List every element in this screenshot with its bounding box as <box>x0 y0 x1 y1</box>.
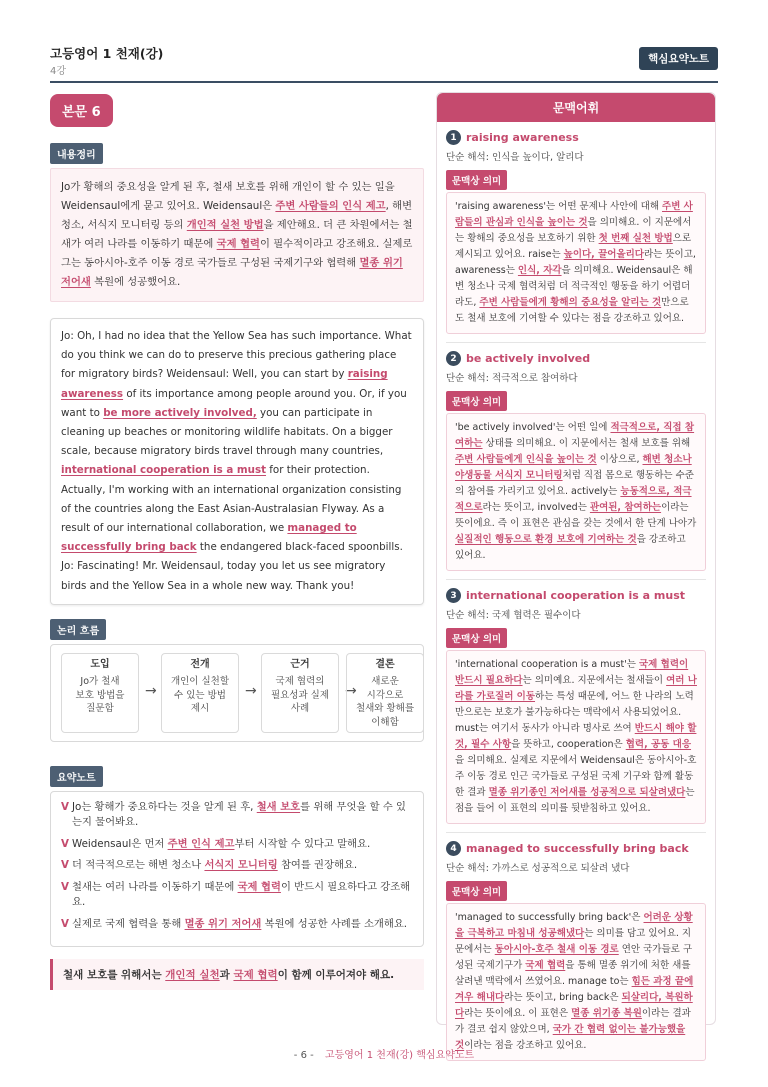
flow-step-title: 전개 <box>190 658 210 670</box>
highlighted-term: be more actively involved, <box>103 406 257 419</box>
conclusion-box: 철새 보호를 위해서는 개인적 실천과 국제 협력이 함께 이루어져야 해요. <box>50 959 424 990</box>
meaning-box: 'raising awareness'는 어떤 문제나 사안에 대해 주변 사람들의 관심과 인식을 높이는 것을 의미해요. 이 지문에서는 황해의 중요성을 보호하기 위한 첫 번째 실천 방법으로 제시되고 있어요. raise는 높이다, 끌어올리다라는 뜻이고, awareness는 인식, 자각을 의미해요. Weidensaul은 해변 청소나 국제 협력처럼 더 적극적인 행동을 하기 어렵더라도, 주변 사람들에게 황해의 중요성을 알리는 것만으로도 철새 보호에 기여할 수 있다는 점을 강조하고 있어요. <box>446 192 706 334</box>
footer-title: 고등영어 1 천재(강) 핵심요약노트 <box>324 1050 475 1061</box>
highlighted-term: 주변 사람들에게 황해의 중요성을 알리는 것 <box>479 297 662 308</box>
vocab-item <box>437 351 715 580</box>
vocab-phrase: be actively involved <box>466 352 591 365</box>
vocab-number: 1 <box>446 130 461 145</box>
note-text: 실제로 국제 협력을 통해 멸종 위기 저어새 복원에 성공한 사례를 소개해요. <box>72 917 408 930</box>
divider <box>446 342 706 343</box>
meaning-box: 'be actively involved'는 어떤 일에 적극적으로, 직접 참여하는 상태를 의미해요. 이 지문에서는 철새 보호를 위해 주변 사람들에게 인식을 높이는 것 이상으로, 해변 청소나 야생동물 서식지 모니터링처럼 직접 몸으로 행동하는 수준의 참여를 가리키고 있어요. actively는 능동적으로, 적극적으로라는 뜻이고, involved는 관여된, 참여하는이라는 뜻이에요. 즉 이 표현은 관심을 갖는 것에서 한 단계 나아가 실질적인 행동으로 환경 보호에 기여하는 것을 강조하고 있어요. <box>446 413 706 571</box>
highlighted-term: 관여된, 참여하는 <box>589 502 662 513</box>
flow-step <box>346 653 424 733</box>
highlighted-term: 멸종 위기 저어새 <box>61 257 403 288</box>
highlighted-term: 첫 번째 실천 방법 <box>598 233 673 244</box>
vocab-phrase: managed to successfully bring back <box>466 842 689 855</box>
note-item <box>61 837 413 853</box>
highlighted-term: 국가 간 협력 없이는 불가능했을 것 <box>455 1024 686 1051</box>
summary-tag: 내용정리 <box>50 143 103 164</box>
flow-step-title: 근거 <box>290 658 310 670</box>
highlighted-term: 멸종 위기종 복원 <box>571 1008 642 1019</box>
highlighted-term: 주변 인식 제고 <box>167 837 235 850</box>
highlighted-term: 되살리다, 복원하다 <box>455 992 693 1019</box>
header-badge: 핵심요약노트 <box>639 47 718 70</box>
highlighted-term: raising awareness <box>61 368 388 400</box>
arrow-right-icon: → <box>145 682 157 699</box>
context-vocab-title: 문맥어휘 <box>437 93 715 122</box>
simple-translation: 단순 해석: 국제 협력은 필수이다 <box>446 610 581 621</box>
highlighted-term: 주변 사람들의 인식 제고 <box>275 200 386 212</box>
summary-box: Jo가 황해의 중요성을 알게 된 후, 철새 보호를 위해 개인이 할 수 있는 일을 Weidensaul에게 묻고 있어요. Weidensaul은 주변 사람들의 인식 제고, 해변 청소, 서식지 모니터링 등의 개인적 실천 방법을 제안해요. 더 큰 차원에서는 철새가 여러 나라를 이동하기 때문에 국제 협력이 필수적이라고 강조해요. 실제로 그는 동아시아-호주 이동 경로 국가들로 구성된 국제기구와 협력해 멸종 위기 저어새 복원에 성공했어요. <box>50 168 424 302</box>
highlighted-term: 멸종 위기 저어새 <box>184 917 262 930</box>
highlighted-term: 실질적인 행동으로 환경 보호에 기여하는 것 <box>455 534 637 545</box>
note-text: 철새는 여러 나라를 이동하기 때문에 국제 협력이 반드시 필요하다고 강조해요. <box>72 880 411 909</box>
document-title: 고등영어 1 천재(강) <box>50 46 164 61</box>
vocab-item <box>437 130 715 343</box>
flow-step-body: 새로운 시각으로 철새와 황해를 이해함 <box>355 676 415 728</box>
highlighted-term: 국제 협력 <box>216 238 260 250</box>
arrow-right-icon: → <box>345 682 357 699</box>
vocab-phrase: raising awareness <box>466 131 579 144</box>
flow-tag: 논리 흐름 <box>50 619 106 640</box>
highlighted-term: 서식지 모니터링 <box>204 859 278 872</box>
check-mark-icon: V <box>61 859 69 872</box>
left-column <box>50 92 424 990</box>
flow-step-body: Jo가 철새 보호 방법을 질문함 <box>75 676 125 715</box>
vocab-number: 4 <box>446 841 461 856</box>
meaning-box: 'international cooperation is a must'는 국제 협력이 반드시 필요하다는 의미예요. 지문에서는 철새들이 여러 나라를 가로질러 이동하는 특성 때문에, 어느 한 나라의 노력만으로는 보호가 불가능하다는 맥락에서 사용되었어요. must는 여기서 동사가 아니라 명사로 쓰여 반드시 해야 할 것, 필수 사항을 뜻하고, cooperation은 협력, 공동 대응을 의미해요. 실제로 지문에서 Weidensaul은 동아시아-호주 이동 경로 인근 국가들로 구성된 국제 기구와 함께 활동한 결과 멸종 위기종인 저어새를 성공적으로 되살려냈다는 점을 들어 이 표현의 의미를 뒷받침하고 있어요. <box>446 650 706 824</box>
section-title: 본문 6 <box>50 94 113 127</box>
highlighted-term: 멸종 위기종인 저어새를 성공적으로 되살려냈다 <box>488 787 686 798</box>
arrow-right-icon: → <box>245 682 257 699</box>
highlighted-term: 적극적으로, 직접 참여하는 <box>455 422 695 449</box>
note-item <box>61 800 413 831</box>
meaning-tag: 문맥상 의미 <box>446 881 507 901</box>
highlighted-term: 개인적 실천 방법 <box>186 219 264 231</box>
meaning-tag: 문맥상 의미 <box>446 170 507 190</box>
note-text: Weidensaul은 먼저 주변 인식 제고부터 시작할 수 있다고 말해요. <box>72 837 371 850</box>
check-mark-icon: V <box>61 917 69 930</box>
highlighted-term: 국제 협력 <box>233 969 278 982</box>
logic-flow <box>50 644 424 742</box>
note-text: 더 적극적으로는 해변 청소나 서식지 모니터링 참여를 권장해요. <box>72 859 358 872</box>
highlighted-term: managed to successfully bring back <box>61 522 357 554</box>
passage-box: Jo: Oh, I had no idea that the Yellow Sea has such importance. What do you think we can do to preserve this precious gathering place for migratory birds? Weidensaul: Well, you can start by raising awareness of its importance among people around you. Or, if you want to be more actively involved, you can participate in cleaning up beaches or monitoring wildlife habitats. On a bigger scale, because migratory birds travel through many countries, international cooperation is a must for their protection. Actually, I'm working with an international organization consisting of the countries along the East Asian-Australasian Flyway. As a result of our international collaboration, we managed to successfully bring back the endangered black-faced spoonbills. Jo: Fascinating! Mr. Weidensaul, today you let us see migratory birds and the Yellow Sea in a whole new way. Thank you! <box>50 318 424 605</box>
highlighted-term: 주변 사람들에게 인식을 높이는 것 <box>455 454 597 465</box>
simple-translation: 단순 해석: 적극적으로 참여하다 <box>446 373 578 384</box>
notes-tag: 요약노트 <box>50 766 103 787</box>
divider <box>446 832 706 833</box>
highlighted-term: 국제 협력 <box>525 960 566 971</box>
highlighted-term: 주변 사람들의 관심과 인식을 높이는 것 <box>455 201 693 228</box>
flow-step-body: 개인이 실천할 수 있는 방법 제시 <box>170 676 230 715</box>
flow-step <box>61 653 139 733</box>
highlighted-term: international cooperation is a must <box>61 464 267 477</box>
meaning-tag: 문맥상 의미 <box>446 628 507 648</box>
page-number: - 6 - <box>293 1050 314 1061</box>
highlighted-term: 동아시아-호주 철새 이동 경로 <box>494 944 619 955</box>
divider <box>446 579 706 580</box>
highlighted-term: 해변 청소나 야생동물 서식지 모니터링 <box>455 454 692 481</box>
note-item <box>61 917 413 933</box>
vocab-number: 2 <box>446 351 461 366</box>
page-footer <box>0 1046 768 1061</box>
highlighted-term: 힘든 과정 끝에 겨우 해내다 <box>455 976 694 1003</box>
vocab-number: 3 <box>446 588 461 603</box>
highlighted-term: 여러 나라를 가로질러 이동 <box>455 675 697 702</box>
check-mark-icon: V <box>61 837 69 850</box>
simple-translation: 단순 해석: 인식을 높이다, 알리다 <box>446 152 584 163</box>
simple-translation: 단순 해석: 가까스로 성공적으로 되살려 냈다 <box>446 863 630 874</box>
highlighted-term: 협력, 공동 대응 <box>625 739 692 750</box>
vocab-item <box>437 588 715 833</box>
vocab-item <box>437 841 715 1061</box>
meaning-tag: 문맥상 의미 <box>446 391 507 411</box>
highlighted-term: 국제 협력 <box>237 880 281 893</box>
note-item <box>61 858 413 874</box>
flow-step <box>161 653 239 733</box>
highlighted-term: 국제 협력이 반드시 필요하다 <box>455 659 689 686</box>
check-mark-icon: V <box>61 880 69 893</box>
flow-step-body: 국제 협력의 필요성과 실제 사례 <box>270 676 330 715</box>
vocab-phrase: international cooperation is a must <box>466 589 686 602</box>
flow-step <box>261 653 339 733</box>
highlighted-term: 어려운 상황을 극복하고 마침내 성공해냈다 <box>455 912 693 939</box>
meaning-box: 'managed to successfully bring back'은 어려운 상황을 극복하고 마침내 성공해냈다는 의미를 담고 있어요. 지문에서는 동아시아-호주 철새 이동 경로 연안 국가들로 구성된 국제기구가 국제 협력을 통해 멸종 위기에 처한 새를 살려낸 맥락에서 쓰였어요. manage to는 힘든 과정 끝에 겨우 해내다라는 뜻이고, bring back은 되살리다, 복원하다라는 뜻이에요. 이 표현은 멸종 위기종 복원이라는 결과가 결코 쉽지 않았으며, 국가 간 협력 없이는 불가능했을 것이라는 점을 강조하고 있어요. <box>446 903 706 1061</box>
highlighted-term: 개인적 실천 <box>165 969 220 982</box>
highlighted-term: 반드시 해야 할 것, 필수 사항 <box>455 723 697 750</box>
highlighted-term: 높이다, 끌어올리다 <box>563 249 644 260</box>
flow-step-title: 도입 <box>90 658 110 670</box>
flow-step-title: 결론 <box>375 658 395 670</box>
lesson-number: 4강 <box>50 66 67 77</box>
header-divider <box>50 81 718 83</box>
note-item <box>61 880 413 911</box>
highlighted-term: 철새 보호 <box>256 800 301 813</box>
summary-notes <box>50 791 424 948</box>
note-text: Jo는 황해가 중요하다는 것을 알게 된 후, 철새 보호를 위해 무엇을 할 수 있는지 물어봐요. <box>72 800 406 829</box>
highlighted-term: 능동적으로, 적극적으로 <box>455 486 692 513</box>
context-vocab-panel <box>436 92 716 1051</box>
check-mark-icon: V <box>61 800 69 813</box>
highlighted-term: 인식, 자각 <box>517 265 562 276</box>
